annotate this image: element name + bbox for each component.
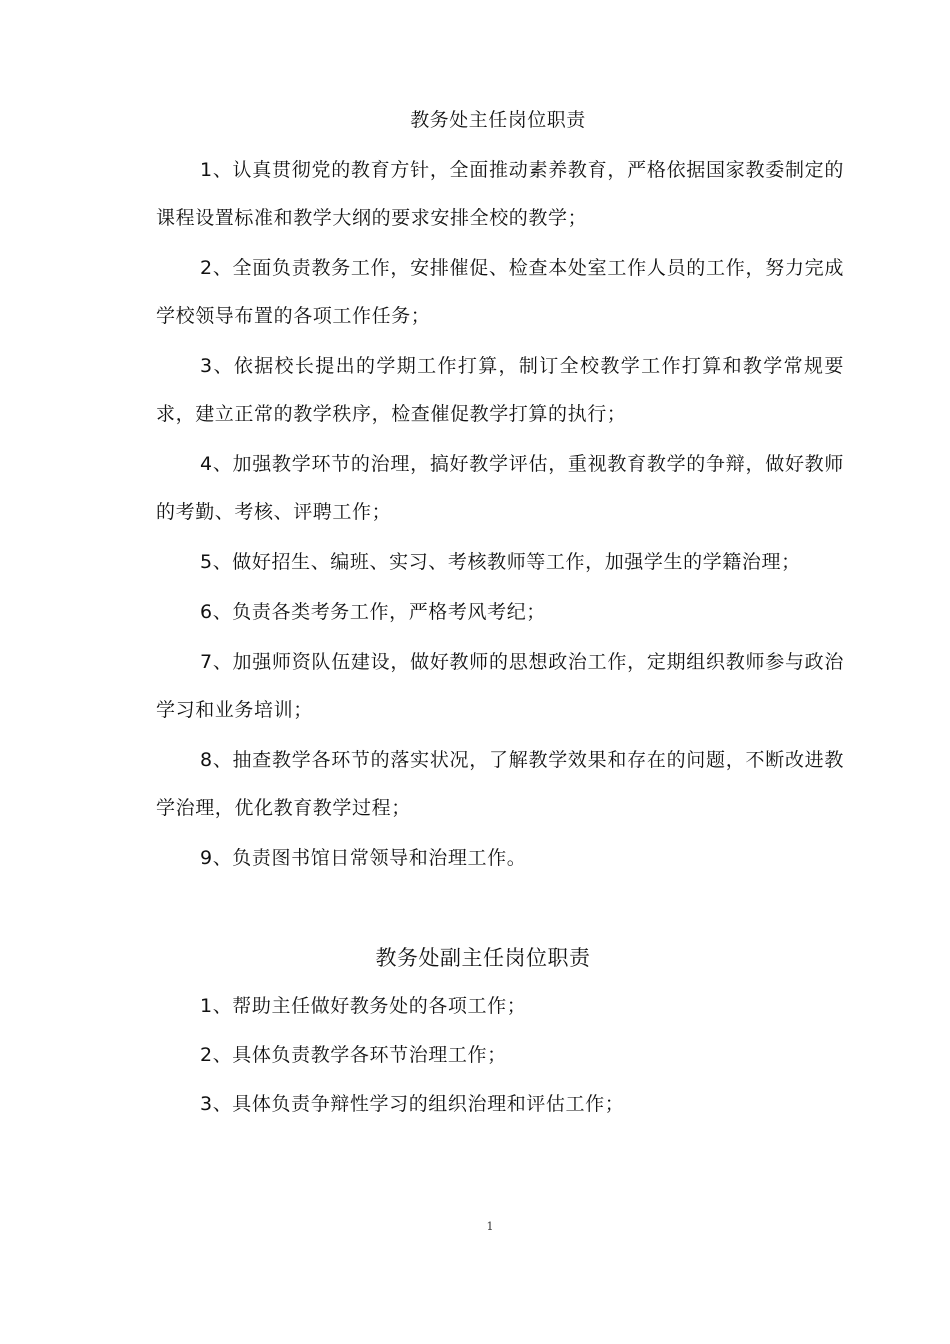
duty-item: 1、认真贯彻党的教育方针，全面推动素养教育，严格依据国家教委制定的课程设置标准和教学大纲的要求安排全校的教学；: [156, 159, 844, 229]
duty-item: 2、全面负责教务工作，安排催促、检查本处室工作人员的工作，努力完成学校领导布置的各项工作任务；: [156, 257, 844, 327]
director-duties-list: [156, 146, 844, 884]
duty-item: 6、负责各类考务工作，严格考风考纪；: [200, 601, 546, 623]
duty-item: 3、依据校长提出的学期工作打算，制订全校教学工作打算和教学常规要求，建立正常的教学秩序，检查催促教学打算的执行；: [156, 355, 844, 425]
duty-item: 5、做好招生、编班、实习、考核教师等工作，加强学生的学籍治理；: [200, 551, 801, 573]
duty-item: 2、具体负责教学各环节治理工作；: [200, 1044, 507, 1066]
deputy-duties-list: [156, 982, 844, 1129]
duty-item: 7、加强师资队伍建设，做好教师的思想政治工作，定期组织教师参与政治学习和业务培训；: [156, 651, 844, 721]
duty-item: 4、加强教学环节的治理，搞好教学评估，重视教育教学的争辩，做好教师的考勤、考核、评聘工作；: [156, 453, 844, 523]
duty-item: 9、负责图书馆日常领导和治理工作。: [200, 847, 527, 869]
section-title-director: 教务处主任岗位职责: [410, 109, 586, 131]
duty-item: 8、抽查教学各环节的落实状况，了解教学效果和存在的问题，不断改进教学治理，优化教育教学过程；: [156, 749, 844, 819]
section-title-deputy-director: 教务处副主任岗位职责: [375, 946, 591, 970]
duty-item: 3、具体负责争辩性学习的组织治理和评估工作；: [200, 1093, 625, 1115]
page-number: 1: [486, 1220, 494, 1233]
duty-item: 1、帮助主任做好教务处的各项工作；: [200, 995, 527, 1017]
